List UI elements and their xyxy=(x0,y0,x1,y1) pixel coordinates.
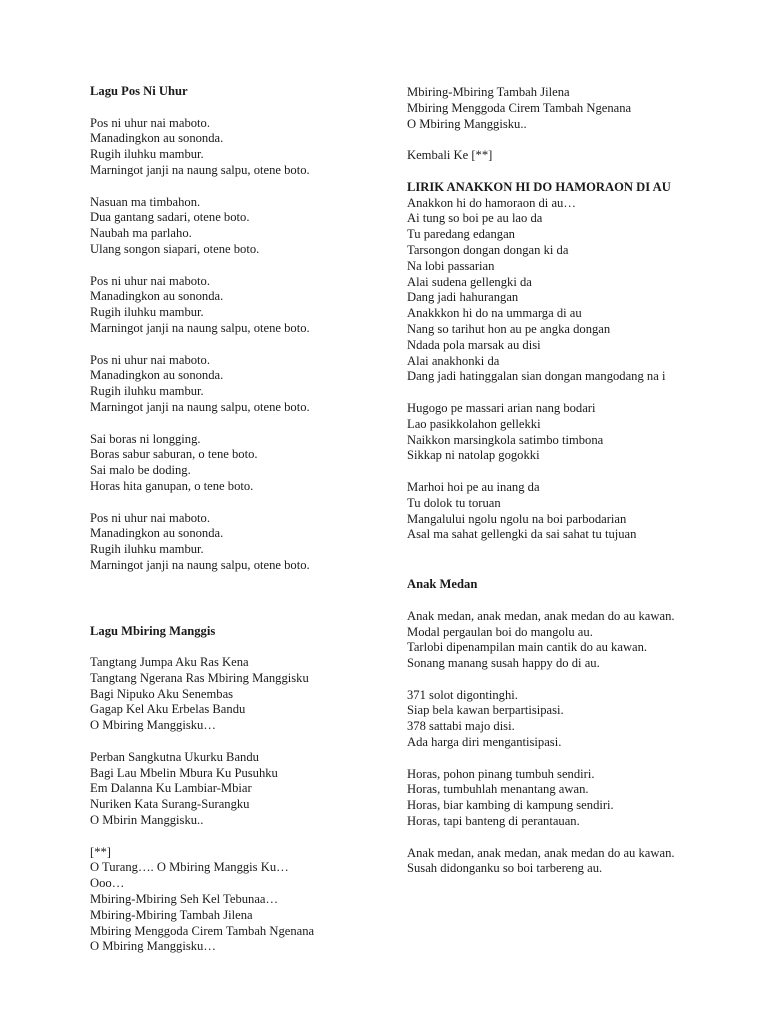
song-title: Lagu Mbiring Manggis xyxy=(90,623,216,638)
lyric-line: [**] xyxy=(90,844,111,859)
lyric-line: Ooo… xyxy=(90,876,125,891)
right-column xyxy=(407,85,697,877)
song-title: Lagu Pos Ni Uhur xyxy=(90,84,188,98)
lyric-line: Tangtang Ngerana Ras Mbiring Manggisku xyxy=(90,670,309,685)
lyric-line: Rugih iluhku mambur. xyxy=(90,305,204,320)
spacer xyxy=(90,100,385,116)
lyric-line: Hugogo pe massari arian nang bodari xyxy=(407,400,596,415)
lyric-line: Modal pergaulan boi do mangolu au. xyxy=(407,624,593,639)
section-spacer xyxy=(407,543,697,577)
lyric-line: Ada harga diri mengantisipasi. xyxy=(407,735,562,750)
spacer xyxy=(90,608,385,624)
spacer xyxy=(90,734,385,750)
lyric-line: Tu dolok tu toruan xyxy=(407,495,501,510)
lyric-line: Nang so tarihut hon au pe angka dongan xyxy=(407,321,611,336)
lyric-line: Rugih iluhku mambur. xyxy=(90,147,204,162)
lyric-line: Naubah ma parlaho. xyxy=(90,226,192,241)
lyric-line: Kembali Ke [**] xyxy=(407,148,493,163)
lyric-line: Nasuan ma timbahon. xyxy=(90,194,201,209)
spacer xyxy=(407,751,697,767)
lyric-line: Marningot janji na naung salpu, otene boto. xyxy=(90,557,310,572)
lyric-line: Mbiring-Mbiring Tambah Jilena xyxy=(407,85,570,99)
lyric-line: Susah didonganku so boi tarbereng au. xyxy=(407,861,603,876)
lyric-line: Ulang songon siapari, otene boto. xyxy=(90,241,260,256)
lyric-line: Manadingkon au sononda. xyxy=(90,526,224,541)
spacer xyxy=(90,495,385,511)
lyric-line: Mbiring Menggoda Cirem Tambah Ngenana xyxy=(407,100,632,115)
lyric-line: Lao pasikkolahon gellekki xyxy=(407,416,541,431)
lyric-line: Sai boras ni longging. xyxy=(90,431,201,446)
lyric-line: Pos ni uhur nai maboto. xyxy=(90,115,210,130)
lyric-line: Rugih iluhku mambur. xyxy=(90,384,204,399)
lyric-line: Horas, tapi banteng di perantauan. xyxy=(407,814,580,829)
spacer xyxy=(407,830,697,846)
lyric-line: Rugih iluhku mambur. xyxy=(90,542,204,557)
lyric-line: Marningot janji na naung salpu, otene boto. xyxy=(90,399,310,414)
spacer xyxy=(407,593,697,609)
lyric-line: 371 solot digontinghi. xyxy=(407,687,518,702)
lyric-line: Anakkon hi do hamoraon di au… xyxy=(407,195,576,210)
spacer xyxy=(90,639,385,655)
lyric-line: Sonang manang susah happy do di au. xyxy=(407,656,600,671)
spacer xyxy=(407,132,697,148)
song-title: Anak Medan xyxy=(407,577,478,592)
spacer xyxy=(407,672,697,688)
lyric-line: O Turang…. O Mbiring Manggis Ku… xyxy=(90,860,289,875)
lyric-line: Horas, pohon pinang tumbuh sendiri. xyxy=(407,766,595,781)
lyric-line: Pos ni uhur nai maboto. xyxy=(90,510,210,525)
lyric-line: Sikkap ni natolap gogokki xyxy=(407,448,540,463)
lyric-line: Manadingkon au sononda. xyxy=(90,131,224,146)
lyric-line: O Mbirin Manggisku.. xyxy=(90,813,204,828)
lyric-line: Marningot janji na naung salpu, otene boto. xyxy=(90,162,310,177)
lyric-line: Horas, tumbuhlah menantang awan. xyxy=(407,782,589,797)
lyric-line: Anakkkon hi do na ummarga di au xyxy=(407,306,582,321)
lyric-line: Nuriken Kata Surang-Surangku xyxy=(90,797,250,812)
lyric-line: Anak medan, anak medan, anak medan do au kawan. xyxy=(407,608,675,623)
lyric-line: Horas, biar kambing di kampung sendiri. xyxy=(407,798,614,813)
lyric-line: Pos ni uhur nai maboto. xyxy=(90,352,210,367)
lyric-line: Tarlobi dipenampilan main cantik do au kawan. xyxy=(407,640,648,655)
lyric-line: Alai sudena gellengki da xyxy=(407,274,532,289)
lyric-line: Pos ni uhur nai maboto. xyxy=(90,273,210,288)
spacer xyxy=(90,829,385,845)
lyric-line: Ndada pola marsak au disi xyxy=(407,337,541,352)
lyric-line: Ai tung so boi pe au lao da xyxy=(407,211,543,226)
spacer xyxy=(407,385,697,401)
song-title: LIRIK ANAKKON HI DO HAMORAON DI AU xyxy=(407,179,671,194)
lyric-line: Siap bela kawan berpartisipasi. xyxy=(407,703,564,718)
lyric-line: O Mbiring Manggisku… xyxy=(90,718,216,733)
lyric-line: Tarsongon dongan dongan ki da xyxy=(407,242,569,257)
section-spacer xyxy=(90,574,385,608)
lyric-line: Bagi Lau Mbelin Mbura Ku Pusuhku xyxy=(90,765,278,780)
lyric-line: Mbiring-Mbiring Seh Kel Tebunaa… xyxy=(90,892,279,907)
spacer xyxy=(407,464,697,480)
lyric-line: Marningot janji na naung salpu, otene boto. xyxy=(90,320,310,335)
lyric-line: Anak medan, anak medan, anak medan do au kawan. xyxy=(407,845,675,860)
lyric-line: Bagi Nipuko Aku Senembas xyxy=(90,686,234,701)
lyric-line: Na lobi passarian xyxy=(407,258,495,273)
left-column xyxy=(90,84,385,955)
lyric-line: Alai anakhonki da xyxy=(407,353,500,368)
lyric-line: Boras sabur saburan, o tene boto. xyxy=(90,447,258,462)
lyric-line: O Mbiring Manggisku.. xyxy=(407,116,527,131)
lyric-line: Asal ma sahat gellengki da sai sahat tu tujuan xyxy=(407,527,637,542)
spacer xyxy=(407,164,697,180)
lyric-line: Dang jadi hatinggalan sian dongan mangodang na i xyxy=(407,369,666,384)
lyric-line: Tu paredang edangan xyxy=(407,227,515,242)
lyric-line: Mbiring Menggoda Cirem Tambah Ngenana xyxy=(90,923,315,938)
spacer xyxy=(90,179,385,195)
spacer xyxy=(90,416,385,432)
lyric-line: Dua gantang sadari, otene boto. xyxy=(90,210,250,225)
lyric-line: Manadingkon au sononda. xyxy=(90,368,224,383)
spacer xyxy=(90,258,385,274)
lyric-line: Perban Sangkutna Ukurku Bandu xyxy=(90,749,259,764)
lyric-line: Em Dalanna Ku Lambiar-Mbiar xyxy=(90,781,252,796)
lyric-line: Naikkon marsingkola satimbo timbona xyxy=(407,432,604,447)
lyric-line: Tangtang Jumpa Aku Ras Kena xyxy=(90,655,249,670)
lyric-line: Marhoi hoi pe au inang da xyxy=(407,479,540,494)
lyric-line: Sai malo be doding. xyxy=(90,463,191,478)
lyric-line: Horas hita ganupan, o tene boto. xyxy=(90,478,254,493)
lyric-line: 378 sattabi majo disi. xyxy=(407,719,515,734)
spacer xyxy=(90,337,385,353)
lyric-line: Gagap Kel Aku Erbelas Bandu xyxy=(90,702,246,717)
lyric-line: Mangalului ngolu ngolu na boi parbodarian xyxy=(407,511,627,526)
lyric-line: O Mbiring Manggisku… xyxy=(90,939,216,954)
lyric-line: Mbiring-Mbiring Tambah Jilena xyxy=(90,907,253,922)
lyric-line: Manadingkon au sononda. xyxy=(90,289,224,304)
lyric-line: Dang jadi hahurangan xyxy=(407,290,519,305)
